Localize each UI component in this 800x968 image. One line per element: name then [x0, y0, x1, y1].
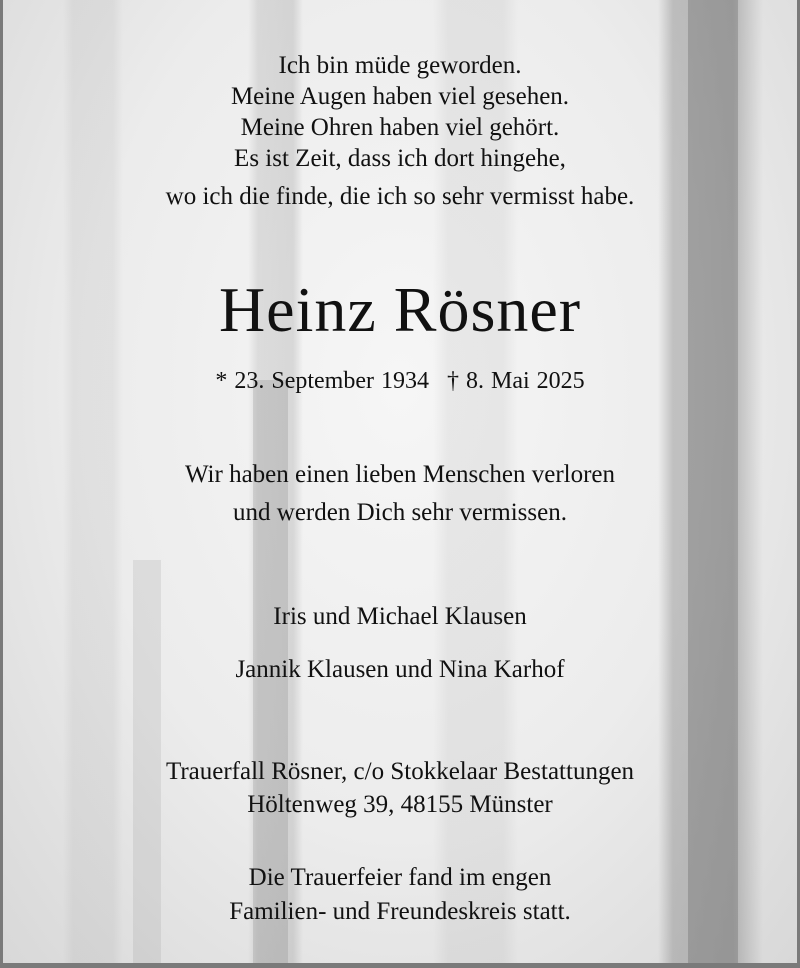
note-line: Die Trauerfeier fand im engen	[248, 864, 552, 891]
poem-line: Meine Ohren haben viel gehört.	[240, 114, 560, 141]
contact-address	[3, 755, 797, 821]
deceased-name: Heinz Rösner	[218, 274, 582, 345]
mourners	[3, 590, 797, 696]
note-line: Familien- und Freundeskreis statt.	[229, 898, 571, 925]
life-dates	[3, 365, 797, 397]
death-date: † 8. Mai 2025	[446, 368, 585, 394]
poem-line: Meine Augen haben viel gesehen.	[230, 83, 570, 110]
mourner-line: Iris und Michael Klausen	[273, 603, 527, 630]
address-line: Trauerfall Rösner, c/o Stokkelaar Bestattungen	[165, 758, 635, 785]
poem-line: Es ist Zeit, dass ich dort hingehe,	[234, 145, 566, 172]
poem	[3, 50, 797, 212]
message-line: Wir haben einen lieben Menschen verloren	[184, 461, 616, 488]
obituary-card	[3, 0, 797, 963]
mourner-line: Jannik Klausen und Nina Karhof	[235, 656, 565, 683]
address-line: Höltenweg 39, 48155 Münster	[247, 791, 553, 818]
birth-date: * 23. September 1934	[215, 368, 429, 394]
message-line: und werden Dich sehr vermissen.	[233, 499, 567, 526]
poem-line: wo ich die finde, die ich so sehr vermisst habe.	[165, 183, 635, 210]
poem-line: Ich bin müde geworden.	[278, 52, 522, 79]
farewell-message	[3, 456, 797, 532]
ceremony-note	[3, 861, 797, 929]
